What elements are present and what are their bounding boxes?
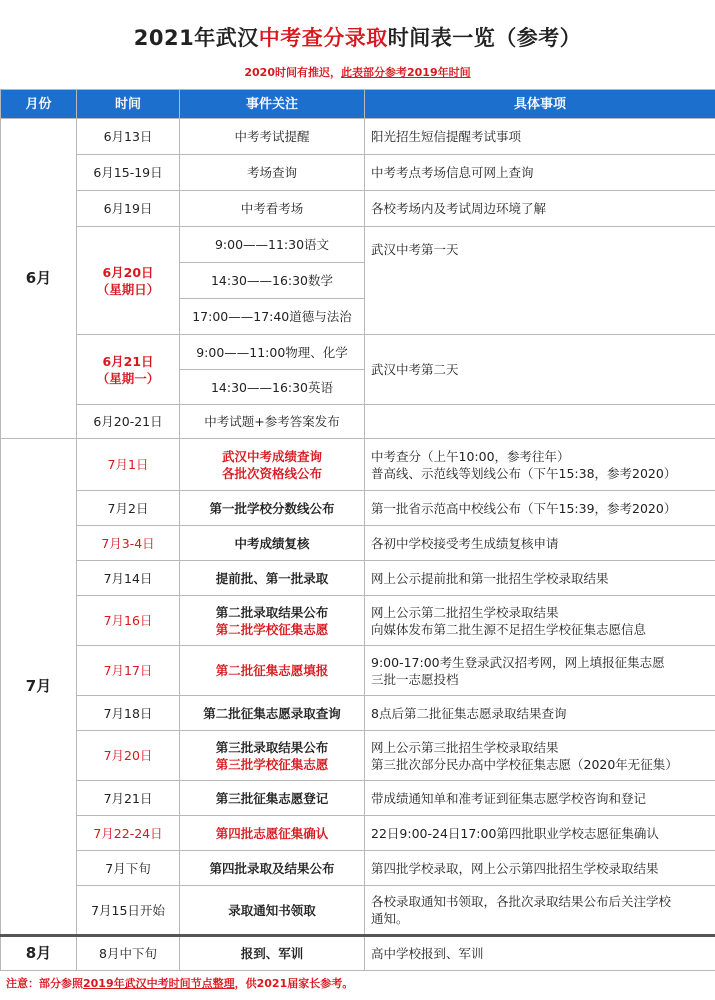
detail-line: 通知。 (371, 911, 409, 926)
event-line: 各批次资格线公布 (221, 465, 322, 481)
title-highlight: 中考查分录取 (258, 26, 388, 50)
day2-date: 6月21日 (102, 353, 154, 369)
row-event: 第二批征集志愿录取查询 (180, 696, 365, 731)
day1-date-cell (77, 227, 180, 335)
row-detail: 网上公示提前批和第一批招生学校录取结果 (365, 561, 715, 596)
row-date: 7月2日 (77, 491, 180, 526)
row-detail (365, 731, 715, 781)
table-row (1, 561, 715, 596)
table-row (1, 526, 715, 561)
row-event: 第四批录取及结果公布 (180, 851, 365, 886)
day1-date: 6月20日 (102, 264, 154, 280)
schedule-table (0, 89, 715, 971)
detail-line: 三批一志愿投档 (371, 671, 459, 687)
table-row (1, 646, 715, 696)
table-row (1, 816, 715, 851)
page-subtitle (0, 64, 715, 80)
row-date: 7月3-4日 (77, 526, 180, 561)
title-part1: 2021年武汉 (133, 26, 259, 50)
row-detail: 8点后第二批征集志愿录取结果查询 (365, 696, 715, 731)
row-date: 6月15-19日 (77, 155, 180, 191)
footer-part1: 注意：部分参照 (6, 977, 83, 990)
row-date: 7月14日 (77, 561, 180, 596)
row-event (180, 731, 365, 781)
event-line: 第三批录取结果公布 (215, 739, 329, 755)
row-date: 7月21日 (77, 781, 180, 816)
row-date: 7月1日 (77, 439, 180, 491)
table-row (1, 596, 715, 646)
month-july: 7月 (1, 439, 77, 936)
table-row (1, 696, 715, 731)
table-row (1, 191, 715, 227)
row-event: 提前批、第一批录取 (180, 561, 365, 596)
row-event: 录取通知书领取 (180, 886, 365, 936)
footer-note (6, 975, 353, 991)
row-event (180, 439, 365, 491)
detail-line: 网上公示第二批招生学校录取结果 (371, 604, 559, 620)
event-line: 第二批录取结果公布 (215, 604, 329, 620)
header-detail: 具体事项 (365, 90, 715, 119)
event-line: 第二批学校征集志愿 (215, 621, 329, 637)
detail-line: 第三批次部分民办高中学校征集志愿（2020年无征集） (371, 756, 678, 772)
table-row (1, 781, 715, 816)
session-item: 14:30——16:30英语 (180, 370, 365, 405)
row-date: 6月20-21日 (77, 405, 180, 439)
row-detail (365, 646, 715, 696)
day1-weekday: （星期日） (96, 281, 160, 297)
detail-line: 各校录取通知书领取，各批次录取结果公布后关注学校 (371, 894, 672, 909)
row-date: 7月下旬 (77, 851, 180, 886)
row-event: 中考试题+参考答案发布 (180, 405, 365, 439)
detail-line: 网上公示第三批招生学校录取结果 (371, 739, 559, 755)
day2-detail: 武汉中考第二天 (365, 335, 715, 405)
table-header-row (1, 90, 715, 119)
table-row (1, 119, 715, 155)
row-detail (365, 886, 715, 936)
session-item: 17:00——17:40道德与法治 (180, 299, 365, 335)
event-line: 第三批学校征集志愿 (215, 756, 329, 772)
row-date: 7月18日 (77, 696, 180, 731)
event-line: 武汉中考成绩查询 (221, 448, 322, 464)
row-event: 第四批志愿征集确认 (180, 816, 365, 851)
row-detail: 22日9:00-24日17:00第四批职业学校志愿征集确认 (365, 816, 715, 851)
session-item: 9:00——11:30语文 (180, 227, 365, 263)
table-row (1, 405, 715, 439)
row-date: 6月13日 (77, 119, 180, 155)
row-detail: 带成绩通知单和准考证到征集志愿学校咨询和登记 (365, 781, 715, 816)
header-event: 事件关注 (180, 90, 365, 119)
row-event (180, 596, 365, 646)
page-title (0, 22, 715, 52)
header-month: 月份 (1, 90, 77, 119)
subtitle-part1: 2020时间有推迟， (244, 66, 341, 79)
table-row (1, 851, 715, 886)
table-row (1, 886, 715, 936)
row-event: 第三批征集志愿登记 (180, 781, 365, 816)
row-event: 第二批征集志愿填报 (180, 646, 365, 696)
row-event: 中考看考场 (180, 191, 365, 227)
day1-detail: 武汉中考第一天 (365, 227, 715, 335)
row-event: 中考考试提醒 (180, 119, 365, 155)
detail-line: 普高线、示范线等划线公布（下午15:38，参考2020） (371, 465, 677, 481)
table-row (1, 155, 715, 191)
row-detail (365, 405, 715, 439)
session-item: 9:00——11:00物理、化学 (180, 335, 365, 370)
row-event: 中考成绩复核 (180, 526, 365, 561)
detail-line: 9:00-17:00考生登录武汉招考网，网上填报征集志愿 (371, 654, 665, 670)
header-time: 时间 (77, 90, 180, 119)
row-date: 7月22-24日 (77, 816, 180, 851)
row-event: 报到、军训 (180, 936, 365, 971)
row-event: 第一批学校分数线公布 (180, 491, 365, 526)
footer-part2: 2019年武汉中考时间节点整理 (83, 977, 235, 990)
subtitle-part2: 此表部分参考2019年时间 (341, 66, 471, 79)
table-row (1, 936, 715, 971)
row-detail: 中考考点考场信息可网上查询 (365, 155, 715, 191)
row-date: 6月19日 (77, 191, 180, 227)
row-date: 7月16日 (77, 596, 180, 646)
table-row (1, 439, 715, 491)
row-detail: 各初中学校接受考生成绩复核申请 (365, 526, 715, 561)
row-date: 7月15日开始 (77, 886, 180, 936)
row-date: 8月中下旬 (77, 936, 180, 971)
row-detail: 阳光招生短信提醒考试事项 (365, 119, 715, 155)
footer-part3: ，供2021届家长参考。 (234, 977, 354, 990)
table-row (1, 731, 715, 781)
table-row (1, 491, 715, 526)
row-detail (365, 439, 715, 491)
table-row (1, 335, 715, 370)
session-item: 14:30——16:30数学 (180, 263, 365, 299)
row-event: 考场查询 (180, 155, 365, 191)
table-row (1, 227, 715, 263)
row-date: 7月17日 (77, 646, 180, 696)
month-june: 6月 (1, 119, 77, 439)
detail-line: 中考查分（上午10:00，参考往年） (371, 448, 570, 464)
month-august: 8月 (1, 936, 77, 971)
title-part2: 时间表一览（参考） (387, 26, 582, 50)
day2-weekday: （星期一） (96, 370, 160, 386)
row-detail (365, 596, 715, 646)
row-detail: 第四批学校录取，网上公示第四批招生学校录取结果 (365, 851, 715, 886)
detail-line: 向媒体发布第二批生源不足招生学校征集志愿信息 (371, 621, 647, 637)
row-detail: 第一批省示范高中校线公布（下午15:39，参考2020） (365, 491, 715, 526)
row-date: 7月20日 (77, 731, 180, 781)
day2-date-cell (77, 335, 180, 405)
row-detail: 高中学校报到、军训 (365, 936, 715, 971)
row-detail: 各校考场内及考试周边环境了解 (365, 191, 715, 227)
